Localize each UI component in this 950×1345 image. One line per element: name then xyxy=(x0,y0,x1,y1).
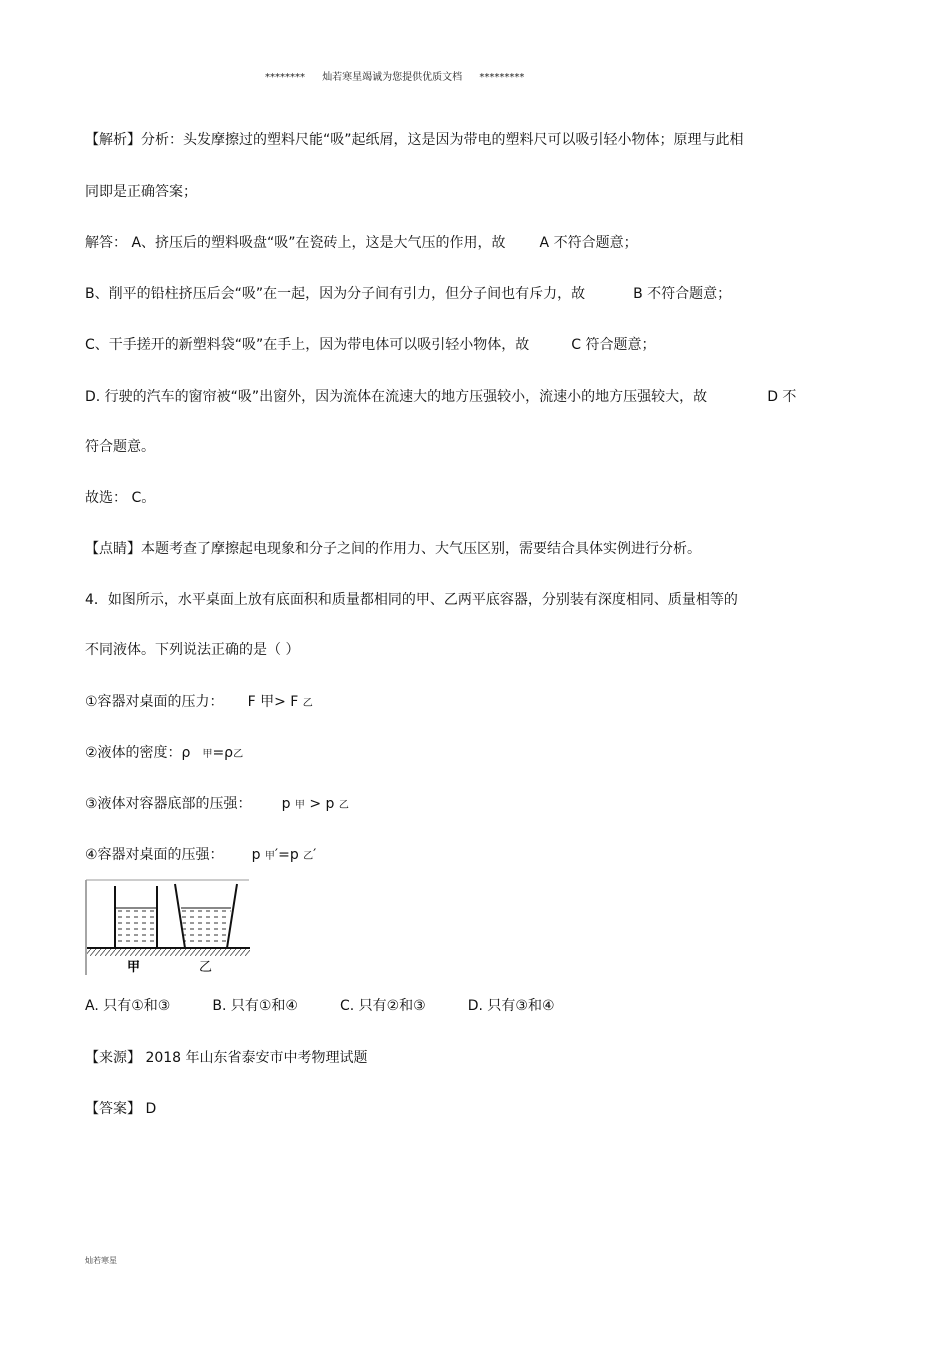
statement-2-label: ②液体的密度：ρ xyxy=(85,745,191,761)
answer-c-verdict: C 符合题意； xyxy=(571,337,656,353)
question-line-2: 不同液体。下列说法正确的是（ ） xyxy=(85,642,300,658)
answer-d-verdict: D 不 xyxy=(767,389,797,405)
statement-3-label: ③液体对容器底部的压强： xyxy=(85,796,252,812)
statement-2-sub-1: 甲 xyxy=(202,749,213,760)
answer-line: 【答案】 D xyxy=(85,1101,157,1117)
answer-a-verdict: A 不符合题意； xyxy=(539,235,638,251)
answer-options xyxy=(85,997,555,1015)
liquid-jia xyxy=(115,908,157,946)
statement-1 xyxy=(85,693,313,713)
answer-a-text: 解答： A、挤压后的塑料吸盘“吸”在瓷砖上，这是大气压的作用，故 xyxy=(85,235,506,251)
analysis-line-2: 同即是正确答案； xyxy=(85,184,197,200)
statement-1-sub: 乙 xyxy=(302,698,313,709)
question-line-1: 4．如图所示，水平桌面上放有底面积和质量都相同的甲、乙两平底容器，分别装有深度相同、质量相等的 xyxy=(85,592,738,608)
label-yi: 乙 xyxy=(199,960,213,975)
page-footer: 灿若寒星 xyxy=(85,1256,117,1265)
header-title: 灿若寒星竭诚为您提供优质文档 xyxy=(322,72,463,83)
page-header xyxy=(265,68,538,83)
option-b[interactable]: B. 只有①和④ xyxy=(212,998,298,1014)
statement-4-label: ④容器对桌面的压强： xyxy=(85,847,224,863)
option-c[interactable]: C. 只有②和③ xyxy=(339,998,426,1014)
statement-3-sub-2: 乙 xyxy=(338,800,349,811)
container-diagram xyxy=(85,878,250,978)
answer-b-text: B、削平的铅柱挤压后会“吸”在一起，因为分子间有引力，但分子间也有斥力，故 xyxy=(85,286,586,302)
source-line: 【来源】 2018 年山东省泰安市中考物理试题 xyxy=(85,1050,368,1066)
statement-3-sub-1: 甲 xyxy=(294,800,305,811)
answer-c-text: C、干手搓开的新塑料袋“吸”在手上，因为带电体可以吸引轻小物体，故 xyxy=(85,337,530,353)
answer-c xyxy=(85,336,656,354)
statement-4-sub-1: 甲 xyxy=(264,851,275,862)
answer-d xyxy=(85,388,796,406)
statement-4-end: ′ xyxy=(313,847,317,863)
statement-3-mid: > p xyxy=(304,796,339,812)
header-stars-right: ********* xyxy=(479,72,525,83)
comment: 【点睛】本题考查了摩擦起电现象和分子之间的作用力、大气压区别，需要结合具体实例进行分析。 xyxy=(85,541,701,557)
answer-a xyxy=(85,234,638,252)
statement-1-value: F 甲> F xyxy=(247,694,303,710)
final-choice: 故选： C。 xyxy=(85,490,156,506)
container-figure xyxy=(85,878,250,978)
statement-4-sub-2: 乙 xyxy=(303,851,314,862)
statement-2 xyxy=(85,744,243,764)
answer-b xyxy=(85,285,731,303)
answer-b-verdict: B 不符合题意； xyxy=(633,286,732,302)
answer-d-text: D. 行驶的汽车的窗帘被“吸”出窗外，因为流体在流速大的地方压强较小，流速小的地方压强较大，故 xyxy=(85,389,708,405)
statement-2-sub-2: 乙 xyxy=(233,749,244,760)
answer-d-line-2: 符合题意。 xyxy=(85,439,155,455)
header-stars-left: ******** xyxy=(265,72,305,83)
label-jia: 甲 xyxy=(127,960,141,975)
statement-4-mid: ′=p xyxy=(274,847,304,863)
statement-1-label: ①容器对桌面的压力： xyxy=(85,694,224,710)
statement-3 xyxy=(85,795,349,815)
option-a[interactable]: A. 只有①和③ xyxy=(85,998,171,1014)
statement-4-value: p xyxy=(251,847,265,863)
liquid-yi xyxy=(181,908,231,946)
option-d[interactable]: D. 只有③和④ xyxy=(467,998,555,1014)
statement-4 xyxy=(85,846,316,866)
statement-2-mid: =ρ xyxy=(212,745,234,761)
statement-3-value: p xyxy=(281,796,295,812)
analysis-line-1: 【解析】分析：头发摩擦过的塑料尺能“吸”起纸屑，这是因为带电的塑料尺可以吸引轻小物体；原理与此相 xyxy=(85,132,744,148)
